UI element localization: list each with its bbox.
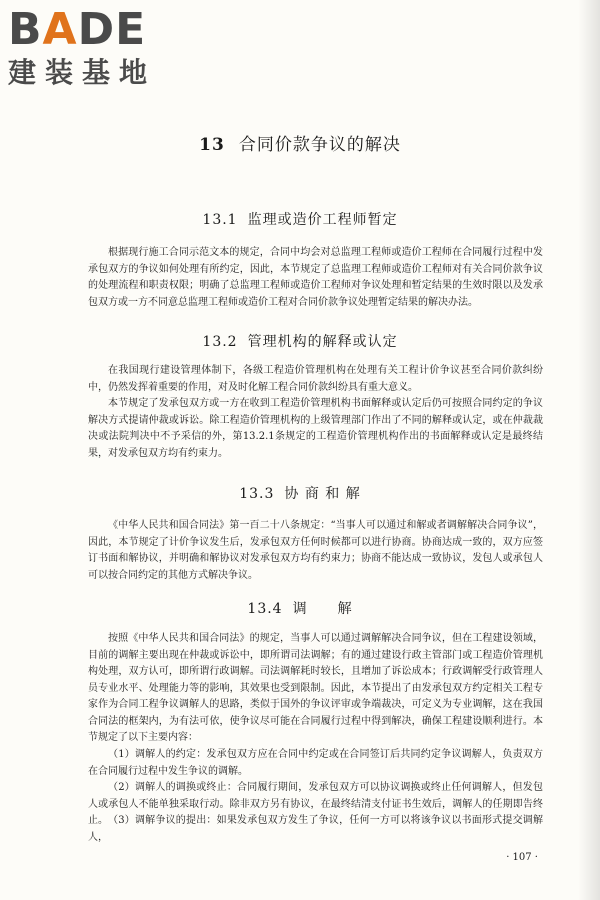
section-heading-13-4 xyxy=(0,598,600,618)
paragraph: 根据现行施工合同示范文本的规定，合同中均会对总监理工程师或造价工程师在合同履行过程中发承包双方的争议如何处理有所约定，因此，本节规定了总监理工程师或造价工程师对有关合同价款争议的处理流程和职责权限；明确了总监理工程师或造价工程师对争议处理和暂定结果的生效时限以及发承包双方或一方不同意总监理工程师或造价工程对合同价款争议处理暂定结果的解决办法。 xyxy=(88,247,543,308)
paragraph: （3）调解争议的提出：如果发承包双方发生了争议，任何一方可以将该争议以书面形式提交调解人， xyxy=(88,815,543,843)
logo-letters-de: DE xyxy=(77,4,147,55)
chapter-title xyxy=(0,130,600,155)
paragraph: 在我国现行建设管理体制下，各级工程造价管理机构在处理有关工程计价争议甚至合同价款纠纷中，仍然发挥着重要的作用，对及时化解工程合同价款纠纷具有重大意义。 xyxy=(88,365,543,393)
section-number: 13.1 xyxy=(202,212,238,228)
logo-wordmark xyxy=(8,6,178,54)
section-title: 协 商 和 解 xyxy=(284,486,361,502)
logo-letter-b: B xyxy=(8,4,43,55)
section-number: 13.3 xyxy=(239,486,275,502)
section-number: 13.2 xyxy=(202,334,238,350)
section-heading-13-1 xyxy=(0,209,600,229)
paragraph: 按照《中华人民共和国合同法》的规定，当事人可以通过调解解决合同争议，但在工程建设领域，目前的调解主要出现在仲裁或诉讼中，即所谓司法调解；有的通过建设行政主管部门或工程造价管理机构处理，双方认可，即所谓行政调解。司法调解耗时较长，且增加了诉讼成本；行政调解受行政管理人员专业水平、处理能力等的影响，其效果也受到限制。因此，本节提出了由发承包双方约定相关工程专家作为合同工程争议调解人的思路，类似于国外的争议评审或争端裁决，可定义为专业调解，这在我国合同法的框架内，为有法可依，使争议尽可能在合同履行过程中得到解决，确保工程建设顺利进行。本节规定了以下主要内容： xyxy=(88,633,543,743)
paragraph: 《中华人民共和国合同法》第一百二十八条规定：“当事人可以通过和解或者调解解决合同争议”，因此，本节规定了计价争议发生后，发承包双方任何时候都可以进行协商。协商达成一致的，双方应签订书面和解协议，并明确和解协议对发承包双方均有约束力；协商不能达成一致协议，发包人或承包人可以按合同约定的其他方式解决争议。 xyxy=(88,520,543,581)
logo-letter-a: A xyxy=(42,4,78,55)
section-title: 监理或造价工程师暂定 xyxy=(247,212,398,228)
section-heading-13-2 xyxy=(0,331,600,351)
section-title: 管理机构的解释或认定 xyxy=(247,334,398,350)
logo-chinese-name: 建装基地 xyxy=(8,56,157,89)
section-number: 13.4 xyxy=(247,601,283,617)
chapter-number: 13 xyxy=(199,135,225,155)
page-number: · 107 · xyxy=(506,852,538,863)
brand-logo xyxy=(8,6,178,90)
section-heading-13-3 xyxy=(0,483,600,503)
paragraph: （2）调解人的调换或终止：合同履行期间，发承包双方可以协议调换或终止任何调解人，但发包人或承包人不能单独采取行动。除非双方另有协议，在最终结清支付证书生效后，调解人的任期即告终止。 xyxy=(88,782,543,826)
section-title: 调 解 xyxy=(292,601,353,617)
chapter-title-text: 合同价款争议的解决 xyxy=(238,135,401,155)
paragraph: 本节规定了发承包双方或一方在收到工程造价管理机构书面解释或认定后仍可按照合同约定的争议解决方式提请仲裁或诉讼。除工程造价管理机构的上级管理部门作出了不同的解释或认定，或在仲裁裁决或法院判决中不予采信的外，第13.2.1条规定的工程造价管理机构作出的书面解释或认定是最终结果，对发承包双方均有约束力。 xyxy=(88,398,543,459)
paragraph: （1）调解人的约定：发承包双方应在合同中约定或在合同签订后共同约定争议调解人，负责双方在合同履行过程中发生争议的调解。 xyxy=(88,749,543,777)
